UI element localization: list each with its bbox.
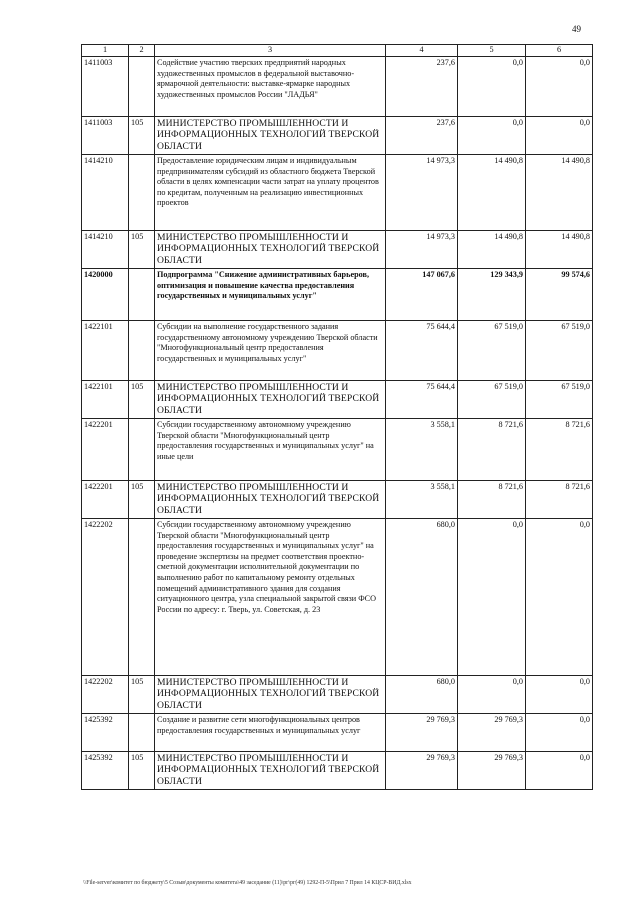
table-row: [82, 117, 593, 155]
cell-value-3: 8 721,6: [526, 481, 593, 519]
cell-value-3: 0,0: [526, 714, 593, 752]
cell-value-1: 75 644,4: [386, 321, 458, 381]
cell-code: 1422201: [82, 419, 129, 481]
file-path-footer: \\File-server\комитет по бюджету\5 Созыв\документы комитета\49 заседание (11)\рг\рг(49) 1292-П-5\Прил 7 Прил 14 КЦСР-ВИД.xlsx: [83, 880, 412, 886]
cell-value-3: 0,0: [526, 519, 593, 676]
header-col-4: 4: [386, 45, 458, 57]
cell-value-2: 14 490,8: [458, 155, 526, 231]
cell-value-3: 0,0: [526, 57, 593, 117]
table-row: [82, 155, 593, 231]
cell-description: МИНИСТЕРСТВО ПРОМЫШЛЕННОСТИ И ИНФОРМАЦИОННЫХ ТЕХНОЛОГИЙ ТВЕРСКОЙ ОБЛАСТИ: [155, 676, 386, 714]
cell-value-2: 0,0: [458, 519, 526, 676]
cell-value-1: 237,6: [386, 57, 458, 117]
header-col-1: 1: [82, 45, 129, 57]
cell-dept: [129, 519, 155, 676]
header-col-5: 5: [458, 45, 526, 57]
cell-dept: 105: [129, 381, 155, 419]
cell-value-1: 3 558,1: [386, 419, 458, 481]
cell-dept: [129, 155, 155, 231]
cell-value-1: 29 769,3: [386, 752, 458, 790]
cell-dept: 105: [129, 481, 155, 519]
cell-value-2: 29 769,3: [458, 752, 526, 790]
cell-value-2: 0,0: [458, 57, 526, 117]
cell-description: Подпрограмма "Снижение административных барьеров, оптимизация и повышение качества предоставления государственных и муниципальных услуг": [155, 269, 386, 321]
cell-description: МИНИСТЕРСТВО ПРОМЫШЛЕННОСТИ И ИНФОРМАЦИОННЫХ ТЕХНОЛОГИЙ ТВЕРСКОЙ ОБЛАСТИ: [155, 752, 386, 790]
budget-table: [81, 44, 593, 790]
cell-dept: [129, 57, 155, 117]
table-row: [82, 481, 593, 519]
cell-value-2: 67 519,0: [458, 381, 526, 419]
cell-dept: 105: [129, 676, 155, 714]
cell-dept: [129, 269, 155, 321]
cell-description: Содействие участию тверских предприятий народных художественных промыслов в федеральной выставочно-ярмарочной деятельности: выставке-ярмарке народных художественных промыслов России "ЛАДЬЯ": [155, 57, 386, 117]
table-row: [82, 419, 593, 481]
cell-dept: [129, 419, 155, 481]
cell-value-2: 0,0: [458, 676, 526, 714]
cell-code: 1420000: [82, 269, 129, 321]
cell-value-3: 99 574,6: [526, 269, 593, 321]
cell-value-3: 14 490,8: [526, 231, 593, 269]
cell-description: Субсидии на выполнение государственного задания государственному автономному учреждению Тверской области "Многофункциональный центр предоставления государственных и муниципальных услуг": [155, 321, 386, 381]
cell-value-3: 0,0: [526, 676, 593, 714]
cell-value-2: 0,0: [458, 117, 526, 155]
table-row: [82, 321, 593, 381]
table-row: [82, 519, 593, 676]
cell-description: Субсидии государственному автономному учреждению Тверской области "Многофункциональный центр предоставления государственных и муниципальных услуг" на иные цели: [155, 419, 386, 481]
cell-code: 1422202: [82, 519, 129, 676]
cell-value-1: 147 067,6: [386, 269, 458, 321]
table-body: [82, 57, 593, 790]
cell-description: Предоставление юридическим лицам и индивидуальным предпринимателям субсидий из областного бюджета Тверской области в целях компенсации части затрат на уплату процентов по кредитам, полученным на реализацию инвестиционных проектов: [155, 155, 386, 231]
cell-value-1: 680,0: [386, 519, 458, 676]
header-col-3: 3: [155, 45, 386, 57]
cell-code: 1422101: [82, 381, 129, 419]
table-row: [82, 676, 593, 714]
cell-value-1: 14 973,3: [386, 155, 458, 231]
cell-description: МИНИСТЕРСТВО ПРОМЫШЛЕННОСТИ И ИНФОРМАЦИОННЫХ ТЕХНОЛОГИЙ ТВЕРСКОЙ ОБЛАСТИ: [155, 381, 386, 419]
cell-code: 1414210: [82, 231, 129, 269]
cell-value-2: 29 769,3: [458, 714, 526, 752]
table-row: [82, 269, 593, 321]
cell-code: 1411003: [82, 57, 129, 117]
cell-value-3: 0,0: [526, 752, 593, 790]
cell-code: 1422202: [82, 676, 129, 714]
cell-value-2: 8 721,6: [458, 419, 526, 481]
cell-description: Создание и развитие сети многофункциональных центров предоставления государственных и муниципальных услуг: [155, 714, 386, 752]
cell-value-3: 14 490,8: [526, 155, 593, 231]
cell-value-3: 67 519,0: [526, 381, 593, 419]
cell-code: 1425392: [82, 714, 129, 752]
cell-value-2: 129 343,9: [458, 269, 526, 321]
table-row: [82, 231, 593, 269]
cell-dept: [129, 321, 155, 381]
cell-value-1: 29 769,3: [386, 714, 458, 752]
header-col-6: 6: [526, 45, 593, 57]
cell-description: МИНИСТЕРСТВО ПРОМЫШЛЕННОСТИ И ИНФОРМАЦИОННЫХ ТЕХНОЛОГИЙ ТВЕРСКОЙ ОБЛАСТИ: [155, 117, 386, 155]
cell-dept: 105: [129, 231, 155, 269]
cell-dept: 105: [129, 117, 155, 155]
table-row: [82, 57, 593, 117]
cell-value-1: 680,0: [386, 676, 458, 714]
cell-value-1: 14 973,3: [386, 231, 458, 269]
cell-value-3: 67 519,0: [526, 321, 593, 381]
cell-code: 1411003: [82, 117, 129, 155]
cell-value-3: 8 721,6: [526, 419, 593, 481]
cell-value-3: 0,0: [526, 117, 593, 155]
cell-value-1: 75 644,4: [386, 381, 458, 419]
cell-code: 1414210: [82, 155, 129, 231]
cell-description: МИНИСТЕРСТВО ПРОМЫШЛЕННОСТИ И ИНФОРМАЦИОННЫХ ТЕХНОЛОГИЙ ТВЕРСКОЙ ОБЛАСТИ: [155, 231, 386, 269]
cell-description: МИНИСТЕРСТВО ПРОМЫШЛЕННОСТИ И ИНФОРМАЦИОННЫХ ТЕХНОЛОГИЙ ТВЕРСКОЙ ОБЛАСТИ: [155, 481, 386, 519]
cell-code: 1425392: [82, 752, 129, 790]
table-row: [82, 714, 593, 752]
table-row: [82, 381, 593, 419]
header-col-2: 2: [129, 45, 155, 57]
table-row: [82, 752, 593, 790]
cell-code: 1422201: [82, 481, 129, 519]
cell-dept: 105: [129, 752, 155, 790]
page-number: 49: [572, 24, 581, 34]
cell-value-1: 3 558,1: [386, 481, 458, 519]
cell-value-2: 14 490,8: [458, 231, 526, 269]
cell-value-1: 237,6: [386, 117, 458, 155]
cell-value-2: 8 721,6: [458, 481, 526, 519]
cell-code: 1422101: [82, 321, 129, 381]
cell-dept: [129, 714, 155, 752]
cell-value-2: 67 519,0: [458, 321, 526, 381]
header-row: [82, 45, 593, 57]
cell-description: Субсидии государственному автономному учреждению Тверской области "Многофункциональный центр предоставления государственных и муниципальных услуг" на проведение экспертизы на предмет соответствия проектно-сметной документации исполнительной документации по выполнению работ по капитальному ремонту отдельных помещений административного здания для создания ситуационного центра, узла специальной закрытой связи ФСО России по адресу: г. Тверь, ул. Советская, д. 23: [155, 519, 386, 676]
table-header: [82, 45, 593, 57]
